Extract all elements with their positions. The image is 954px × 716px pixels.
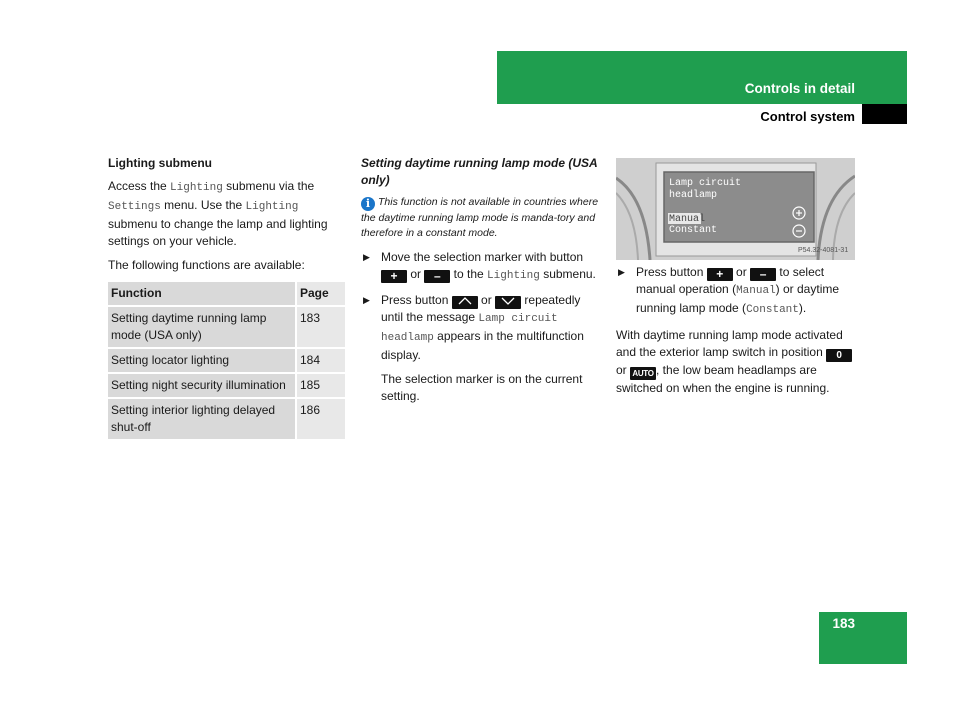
table-cell-page: 186 [296,398,346,440]
text: Access the [108,179,171,193]
down-button-icon [495,296,521,309]
text: repeatedly until the message [381,293,581,324]
table-header-function: Function [108,282,296,306]
menu-term: Settings [108,201,161,213]
position-auto-switch-icon: AUTO [630,367,656,380]
text: ). [798,301,807,315]
menu-term: Constant [746,304,799,316]
header-marker [862,104,907,124]
text: submenu. [539,267,596,281]
text: to select manual operation ( [636,265,825,296]
text: submenu via the [222,179,315,193]
menu-term: Manual [736,285,776,297]
text: or [616,363,631,377]
column-middle [361,155,603,412]
text: to the [450,267,488,281]
plus-button-icon: + [381,270,407,283]
minus-button-icon: – [750,268,776,281]
text: or [477,293,496,307]
table-cell-page: 184 [296,348,346,373]
text: submenu to change the lamp and lighting settings on your vehicle. [108,217,328,248]
display-line: Lamp circuit [669,178,742,189]
step-item [616,264,856,319]
note-text: This function is not available in countries where the daytime running lamp mode is manda-tory and therefore in a constant mode. [361,196,599,239]
arrow-icon: ▶ [363,295,370,305]
arrow-icon: ▶ [618,267,625,277]
table-cell-function: Setting night security illumination [108,373,296,398]
display-option-manual: Manual [669,214,706,225]
daytime-lamp-paragraph [616,327,856,397]
text: Press button [636,265,707,279]
daytime-lamp-heading: Setting daytime running lamp mode (USA only) [361,156,598,187]
up-button-icon [452,296,478,309]
table-header-row [108,282,346,306]
functions-paragraph: The following functions are available: [108,258,305,272]
display-option-constant: Constant [669,225,718,236]
intro-paragraph [108,178,348,250]
section-subtitle: Control system [760,109,855,124]
text: menu. Use the [160,198,246,212]
table-cell-function: Setting interior lighting delayed shut-off [108,398,296,440]
text: or [732,265,751,279]
table-cell-function: Setting daytime running lamp mode (USA only) [108,306,296,348]
functions-table [108,282,347,441]
menu-term: Lighting [245,201,299,213]
table-row [108,306,346,348]
text: appears in the multifunction display. [381,329,584,362]
column-left [108,155,348,441]
menu-term: Lighting [487,270,540,282]
info-icon: i [361,197,375,211]
table-cell-page: 185 [296,373,346,398]
display-message: Lamp circuit headlamp [381,313,558,344]
multifunction-display-illustration [616,158,855,260]
position-0-switch-icon: 0 [826,349,852,362]
menu-term: Lighting [170,182,223,194]
text: ) or daytime running lamp mode ( [636,282,840,315]
text: Move the selection marker with button [381,250,584,264]
table-row [108,348,346,373]
column-right [616,264,856,404]
table-header-page: Page [296,282,346,306]
step-item [361,292,603,364]
section-title: Controls in detail [744,81,855,96]
text: , the low beam headlamps are switched on when the engine is running. [616,363,830,395]
figure-code: P54.32-4081-31 [798,247,849,254]
info-note [361,195,603,240]
text: With daytime running lamp mode activated and the exterior lamp switch in position [616,328,843,359]
table-row [108,398,346,440]
lighting-submenu-heading: Lighting submenu [108,156,212,170]
table-row [108,373,346,398]
text: Press button [381,293,452,307]
header-band [497,51,907,104]
minus-button-icon: – [424,270,450,283]
arrow-icon: ▶ [363,252,370,262]
text: or [407,267,425,281]
page-number: 183 [832,616,855,631]
plus-button-icon: + [707,268,733,281]
table-cell-page: 183 [296,306,346,348]
table-cell-function: Setting locator lighting [108,348,296,373]
step-item [361,249,603,285]
selection-note: The selection marker is on the current setting. [381,372,583,403]
display-line: headlamp [669,190,718,201]
